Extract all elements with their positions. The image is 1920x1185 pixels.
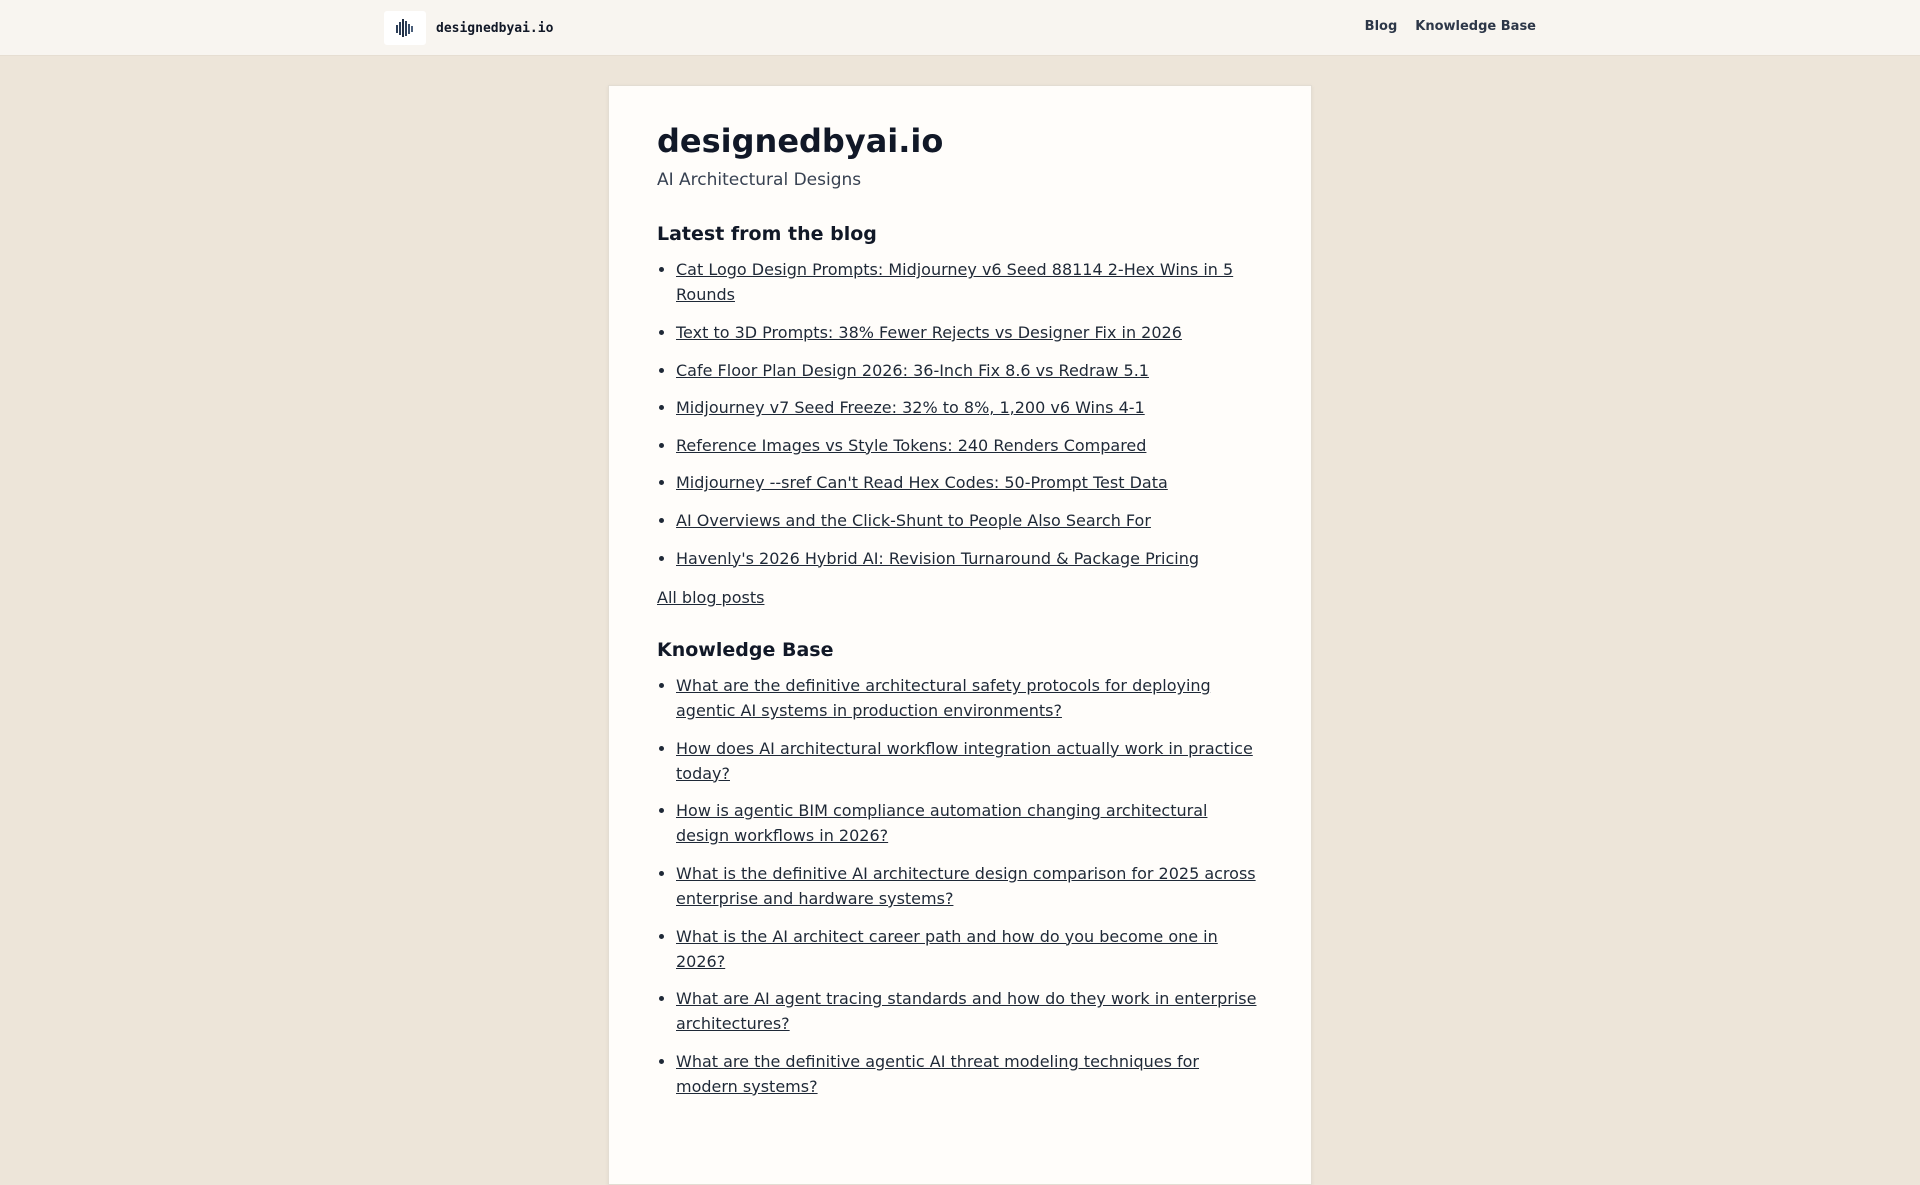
knowledge-base-section-heading: Knowledge Base [657,639,834,662]
header-nav [1365,19,1536,34]
top-navbar [0,0,1920,56]
blog-post-link[interactable]: Reference Images vs Style Tokens: 240 Renders Compared [676,435,1147,455]
content-card [608,85,1312,1185]
nav-knowledge-base-link[interactable]: Knowledge Base [1415,19,1536,34]
brand-name: designedbyai.io [436,20,554,36]
blog-post-list [657,257,1263,570]
blog-post-link[interactable]: Havenly's 2026 Hybrid AI: Revision Turnaround & Package Pricing [676,548,1200,568]
list-item [676,508,1263,533]
list-item [676,358,1263,383]
list-item [676,861,1263,911]
list-item [676,546,1263,571]
all-blog-posts-link[interactable]: All blog posts [657,588,765,608]
blog-post-link[interactable]: Cat Logo Design Prompts: Midjourney v6 Seed 88114 2-Hex Wins in 5 Rounds [676,260,1234,305]
list-item [676,395,1263,420]
blog-post-link[interactable]: Text to 3D Prompts: 38% Fewer Rejects vs Designer Fix in 2026 [676,322,1182,342]
list-item [676,673,1263,723]
list-item [676,924,1263,974]
list-item [676,736,1263,786]
blog-post-link[interactable]: Cafe Floor Plan Design 2026: 36-Inch Fix 8.6 vs Redraw 5.1 [676,360,1149,380]
knowledge-base-list [657,673,1263,1099]
nav-blog-link[interactable]: Blog [1364,19,1398,34]
list-item [676,986,1263,1036]
blog-post-link[interactable]: Midjourney v7 Seed Freeze: 32% to 8%, 1,200 v6 Wins 4-1 [676,398,1145,418]
kb-article-link[interactable]: How does AI architectural workflow integration actually work in practice today? [676,738,1253,783]
kb-article-link[interactable]: How is agentic BIM compliance automation changing architectural design workflows in 2026? [676,801,1208,846]
kb-article-link[interactable]: What are the definitive architectural safety protocols for deploying agentic AI systems in production environments? [676,676,1211,721]
list-item [676,798,1263,848]
blog-post-link[interactable]: AI Overviews and the Click-Shunt to People Also Search For [676,510,1151,530]
list-item [676,1049,1263,1099]
page-title: designedbyai.io [657,122,944,160]
page-subtitle: AI Architectural Designs [657,170,862,191]
list-item [676,433,1263,458]
waveform-logo-icon [384,11,426,45]
kb-article-link[interactable]: What are AI agent tracing standards and how do they work in enterprise architectures? [676,989,1257,1034]
kb-article-link[interactable]: What are the definitive agentic AI threat modeling techniques for modern systems? [676,1051,1200,1096]
blog-post-link[interactable]: Midjourney --sref Can't Read Hex Codes: 50-Prompt Test Data [676,473,1168,493]
list-item [676,257,1263,307]
kb-article-link[interactable]: What is the definitive AI architecture design comparison for 2025 across enterprise and hardware systems? [676,863,1256,908]
brand-link[interactable] [384,11,553,45]
list-item [676,320,1263,345]
list-item [676,470,1263,495]
blog-section-heading: Latest from the blog [657,223,877,246]
kb-article-link[interactable]: What is the AI architect career path and how do you become one in 2026? [676,926,1218,971]
